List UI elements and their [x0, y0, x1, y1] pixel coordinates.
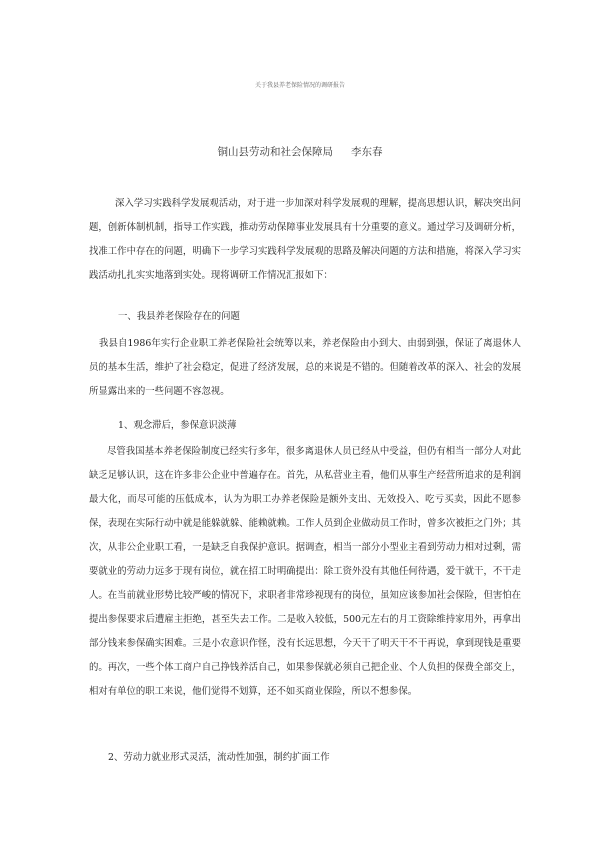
- report-header-title: 关于我县养老保险情况的调研报告: [254, 82, 345, 89]
- author-name: 李东春: [351, 146, 383, 158]
- intro-paragraph: 深入学习实践科学发展观活动，对于进一步加深对科学发展观的理解，提高思想认识，解决突出问题，创新体制机制，指导工作实践，推动劳动保障事业发展具有十分重要的意义。通过学习及调研分析，找准工作中存在的问题，明确下一步学习实践科学发展观的思路及解决问题的方法和措施，将深入学习实践活动扎扎实实地落到实处。现将调研工作情况汇报如下：: [89, 198, 521, 281]
- author-unit: 铜山县劳动和社会保障局: [217, 146, 333, 158]
- author-byline: [0, 144, 600, 159]
- subsection-heading-2: 2、劳动力就业形式灵活，流动性加强，制约扩面工作: [108, 752, 330, 763]
- section-heading-1: 一、我县养老保险存在的问题: [118, 311, 240, 322]
- subsection-1-paragraph: 尽管我国基本养老保险制度已经实行多年，很多离退休人员已经从中受益，但仍有相当一部分人对此缺乏足够认识，这在许多非公企业中普遍存在。首先，从私营业主看，他们从事生产经营所追求的是利润最大化，而尽可能的压低成本，认为为职工办养老保险是额外支出、无效投入、吃亏买卖，因此不愿参保，表现在实际行动中就是能躲就躲、能赖就赖。工作人员到企业做动员工作时，曾多次被拒之门外；其次，从非公企业职工看，一是缺乏自我保护意识。据调查，相当一部分小型业主看到劳动力相对过剩，需要就业的劳动力远多于现有岗位，就在招工时明确提出：除工资外没有其他任何待遇，爱干就干，不干走人。在当前就业形势比较严峻的情况下，求职者非常珍视现有的岗位，虽知应该参加社会保险，但害怕在提出参保要求后遭雇主拒绝，甚至失去工作。二是收入较低，500元左右的月工资除维持家用外，再拿出部分钱来参保确实困难。三是小农意识作怪，没有长远思想，今天干了明天干不干再说，拿到现钱是重要的。再次，一些个体工商户自己挣钱养活自己，如果参保就必须自己把企业、个人负担的保费全部交上，相对有单位的职工来说，他们觉得不划算，还不如买商业保险，所以不想参保。: [89, 446, 521, 697]
- section-1-paragraph: 我县自1986年实行企业职工养老保险社会统筹以来，养老保险由小到大、由弱到强，保证了离退休人员的基本生活，维护了社会稳定，促进了经济发展，总的来说是不错的。但随着改革的深入、社会的发展所显露出来的一些问题不容忽视。: [89, 338, 521, 397]
- subsection-heading-1: 1、观念滞后，参保意识淡薄: [118, 420, 237, 431]
